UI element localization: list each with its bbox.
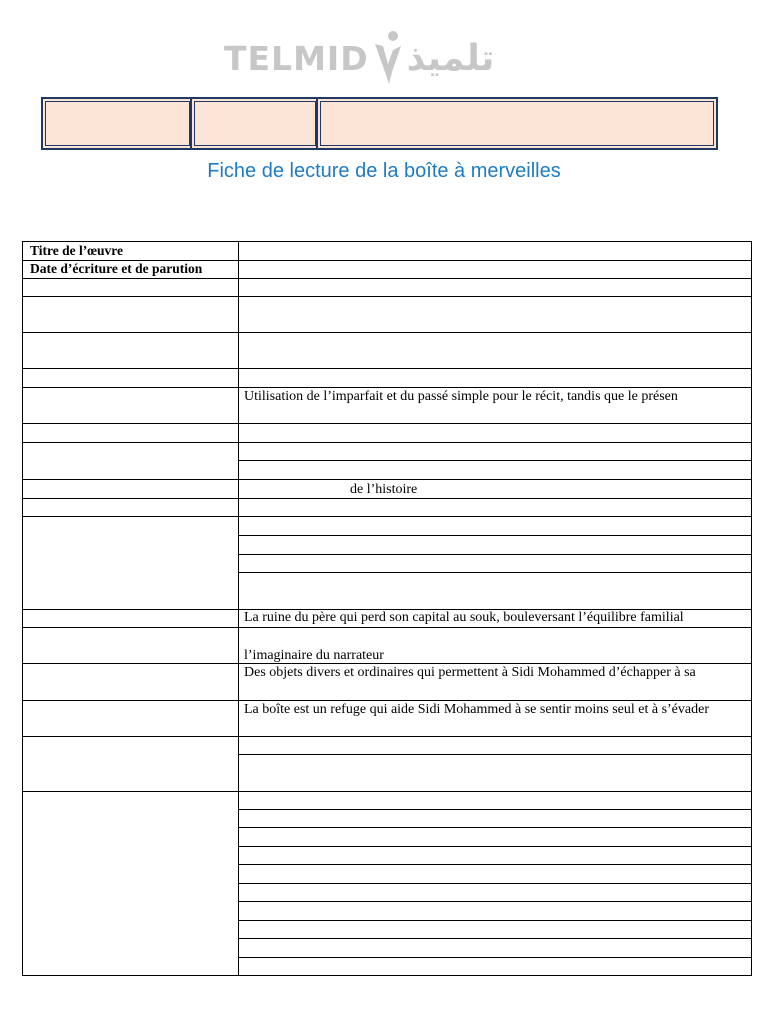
sub-row-divider	[238, 572, 751, 573]
entry-histoire[interactable]: de l’histoire	[350, 482, 418, 497]
entry-temps-recit[interactable]: Utilisation de l’imparfait et du passé simple pour le récit, tandis que le présen	[244, 389, 678, 404]
sub-row-divider	[238, 920, 751, 921]
row-divider	[23, 736, 751, 737]
row-divider	[23, 332, 751, 333]
sub-row-divider	[238, 901, 751, 902]
row-divider	[23, 791, 751, 792]
sub-row-divider	[238, 827, 751, 828]
sub-row-divider	[238, 460, 751, 461]
logo-arabic-text: تلميذ	[406, 37, 495, 79]
header-cell-3[interactable]	[318, 99, 716, 148]
reading-sheet-table	[22, 241, 752, 976]
header-info-box	[41, 97, 718, 150]
entry-objets[interactable]: Des objets divers et ordinaires qui permettent à Sidi Mohammed d’échapper à sa	[244, 665, 696, 680]
header-cell-1[interactable]	[43, 99, 192, 148]
sub-row-divider	[238, 938, 751, 939]
person-arrow-icon	[371, 28, 405, 88]
sub-row-divider	[238, 883, 751, 884]
sub-row-divider	[238, 846, 751, 847]
sub-row-divider	[238, 535, 751, 536]
row-divider	[23, 479, 751, 480]
row-divider	[23, 700, 751, 701]
row-divider	[23, 387, 751, 388]
sub-row-divider	[238, 864, 751, 865]
row-divider	[23, 296, 751, 297]
label-date-ecriture: Date d’écriture et de parution	[30, 261, 203, 276]
header-cell-2[interactable]	[192, 99, 318, 148]
label-titre-oeuvre: Titre de l’œuvre	[30, 243, 123, 258]
row-divider	[23, 516, 751, 517]
entry-imaginaire[interactable]: l’imaginaire du narrateur	[244, 648, 384, 663]
row-divider	[23, 423, 751, 424]
row-divider	[23, 368, 751, 369]
sub-row-divider	[238, 957, 751, 958]
document-title: Fiche de lecture de la boîte à merveilles	[207, 160, 561, 182]
telmid-logo	[224, 26, 514, 90]
sub-row-divider	[238, 809, 751, 810]
entry-boite-refuge[interactable]: La boîte est un refuge qui aide Sidi Mohammed à se sentir moins seul et à s’évader	[244, 702, 709, 717]
row-divider	[23, 627, 751, 628]
row-divider	[23, 278, 751, 279]
row-divider	[23, 442, 751, 443]
entry-ruine-pere[interactable]: La ruine du père qui perd son capital au souk, bouleversant l’équilibre familial	[244, 610, 684, 625]
row-divider	[23, 498, 751, 499]
sub-row-divider	[238, 754, 751, 755]
logo-latin-text: TELMID	[224, 38, 369, 78]
sub-row-divider	[238, 554, 751, 555]
